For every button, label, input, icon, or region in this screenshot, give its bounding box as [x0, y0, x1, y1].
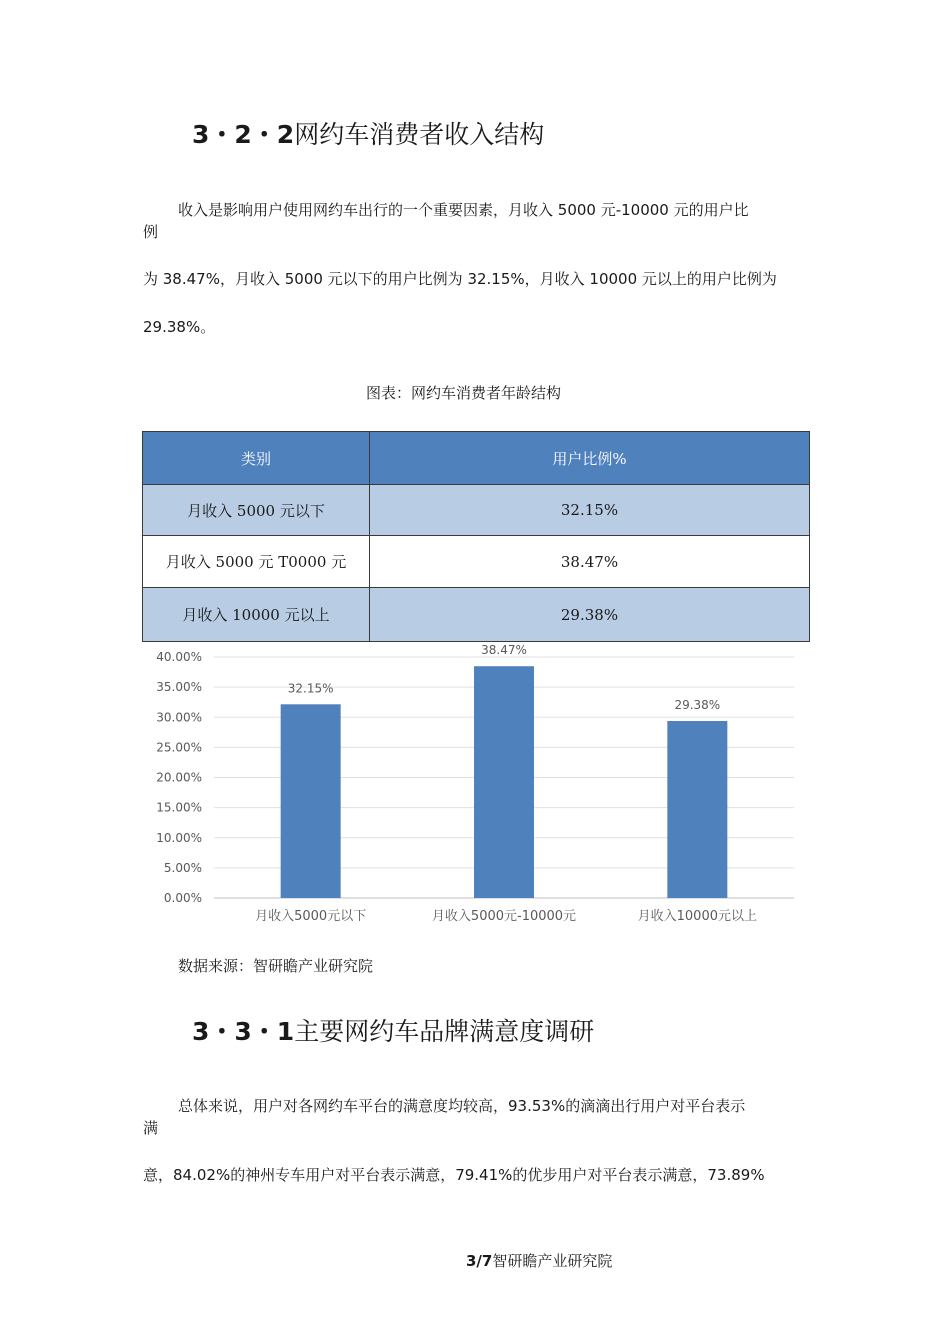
page-footer	[466, 1250, 612, 1271]
y-tick-label: 0.00%	[163, 891, 202, 905]
paragraph-line: 为 38.47%，月收入 5000 元以下的用户比例为 32.15%，月收入 10000 元以上的用户比例为	[143, 270, 777, 288]
y-tick-label: 15.00%	[156, 800, 202, 815]
y-tick-label: 5.00%	[163, 860, 202, 875]
table-cell-ratio: 38.47%	[370, 536, 810, 588]
table-cell-ratio: 29.38%	[370, 588, 810, 642]
page-number: 3/7	[466, 1252, 493, 1270]
section-number: 3・2・2	[192, 120, 295, 149]
table-row	[143, 485, 810, 536]
table-header-category: 类别	[143, 432, 370, 485]
paragraph-line: 29.38%。	[143, 318, 216, 336]
section-title: 主要网约车品牌满意度调研	[294, 1017, 595, 1046]
table-cell-category: 月收入 5000 元 T0000 元	[143, 536, 370, 588]
y-tick-label: 35.00%	[156, 680, 202, 695]
x-category-label: 月收入5000元以下	[255, 909, 367, 924]
table-header-ratio: 用户比例%	[370, 432, 810, 485]
x-category-label: 月收入5000元-10000元	[431, 909, 577, 924]
paragraph-line: 例	[143, 223, 159, 241]
section-heading-satisfaction	[192, 1012, 594, 1048]
y-tick-label: 20.00%	[156, 770, 202, 785]
bar-data-label: 38.47%	[481, 643, 527, 658]
bar	[667, 721, 727, 898]
table-row	[143, 536, 810, 588]
table-cell-category: 月收入 10000 元以上	[143, 588, 370, 642]
bar-data-label: 29.38%	[674, 697, 721, 712]
bar-data-label: 32.15%	[287, 681, 334, 696]
table-cell-category: 月收入 5000 元以下	[143, 485, 370, 536]
section-number: 3・3・1	[192, 1017, 295, 1046]
paragraph-line: 总体来说，用户对各网约车平台的满意度均较高，93.53%的滴滴出行用户对平台表示	[178, 1097, 746, 1115]
table-header-row	[143, 432, 810, 485]
bar	[474, 666, 534, 898]
income-table	[142, 431, 810, 642]
section-title: 网约车消费者收入结构	[294, 120, 545, 149]
y-tick-label: 25.00%	[156, 740, 202, 755]
y-tick-label: 10.00%	[156, 830, 202, 845]
footer-org: 智研瞻产业研究院	[492, 1252, 613, 1270]
bar	[281, 704, 341, 898]
data-source: 数据来源：智研瞻产业研究院	[178, 957, 374, 975]
table-cell-ratio: 32.15%	[370, 485, 810, 536]
y-tick-label: 40.00%	[156, 650, 202, 664]
paragraph-line: 收入是影响用户使用网约车出行的一个重要因素，月收入 5000 元-10000 元的用户比	[178, 201, 749, 219]
figure-caption: 图表：网约车消费者年龄结构	[366, 384, 562, 402]
x-category-label: 月收入10000元以上	[637, 909, 758, 924]
paragraph-line: 意，84.02%的神州专车用户对平台表示满意，79.41%的优步用户对平台表示满意，73.89%	[143, 1166, 765, 1184]
income-bar-chart	[142, 642, 810, 930]
y-tick-label: 30.00%	[156, 710, 202, 725]
paragraph-line: 满	[143, 1119, 159, 1137]
section-heading-income	[192, 115, 544, 151]
table-row	[143, 588, 810, 642]
